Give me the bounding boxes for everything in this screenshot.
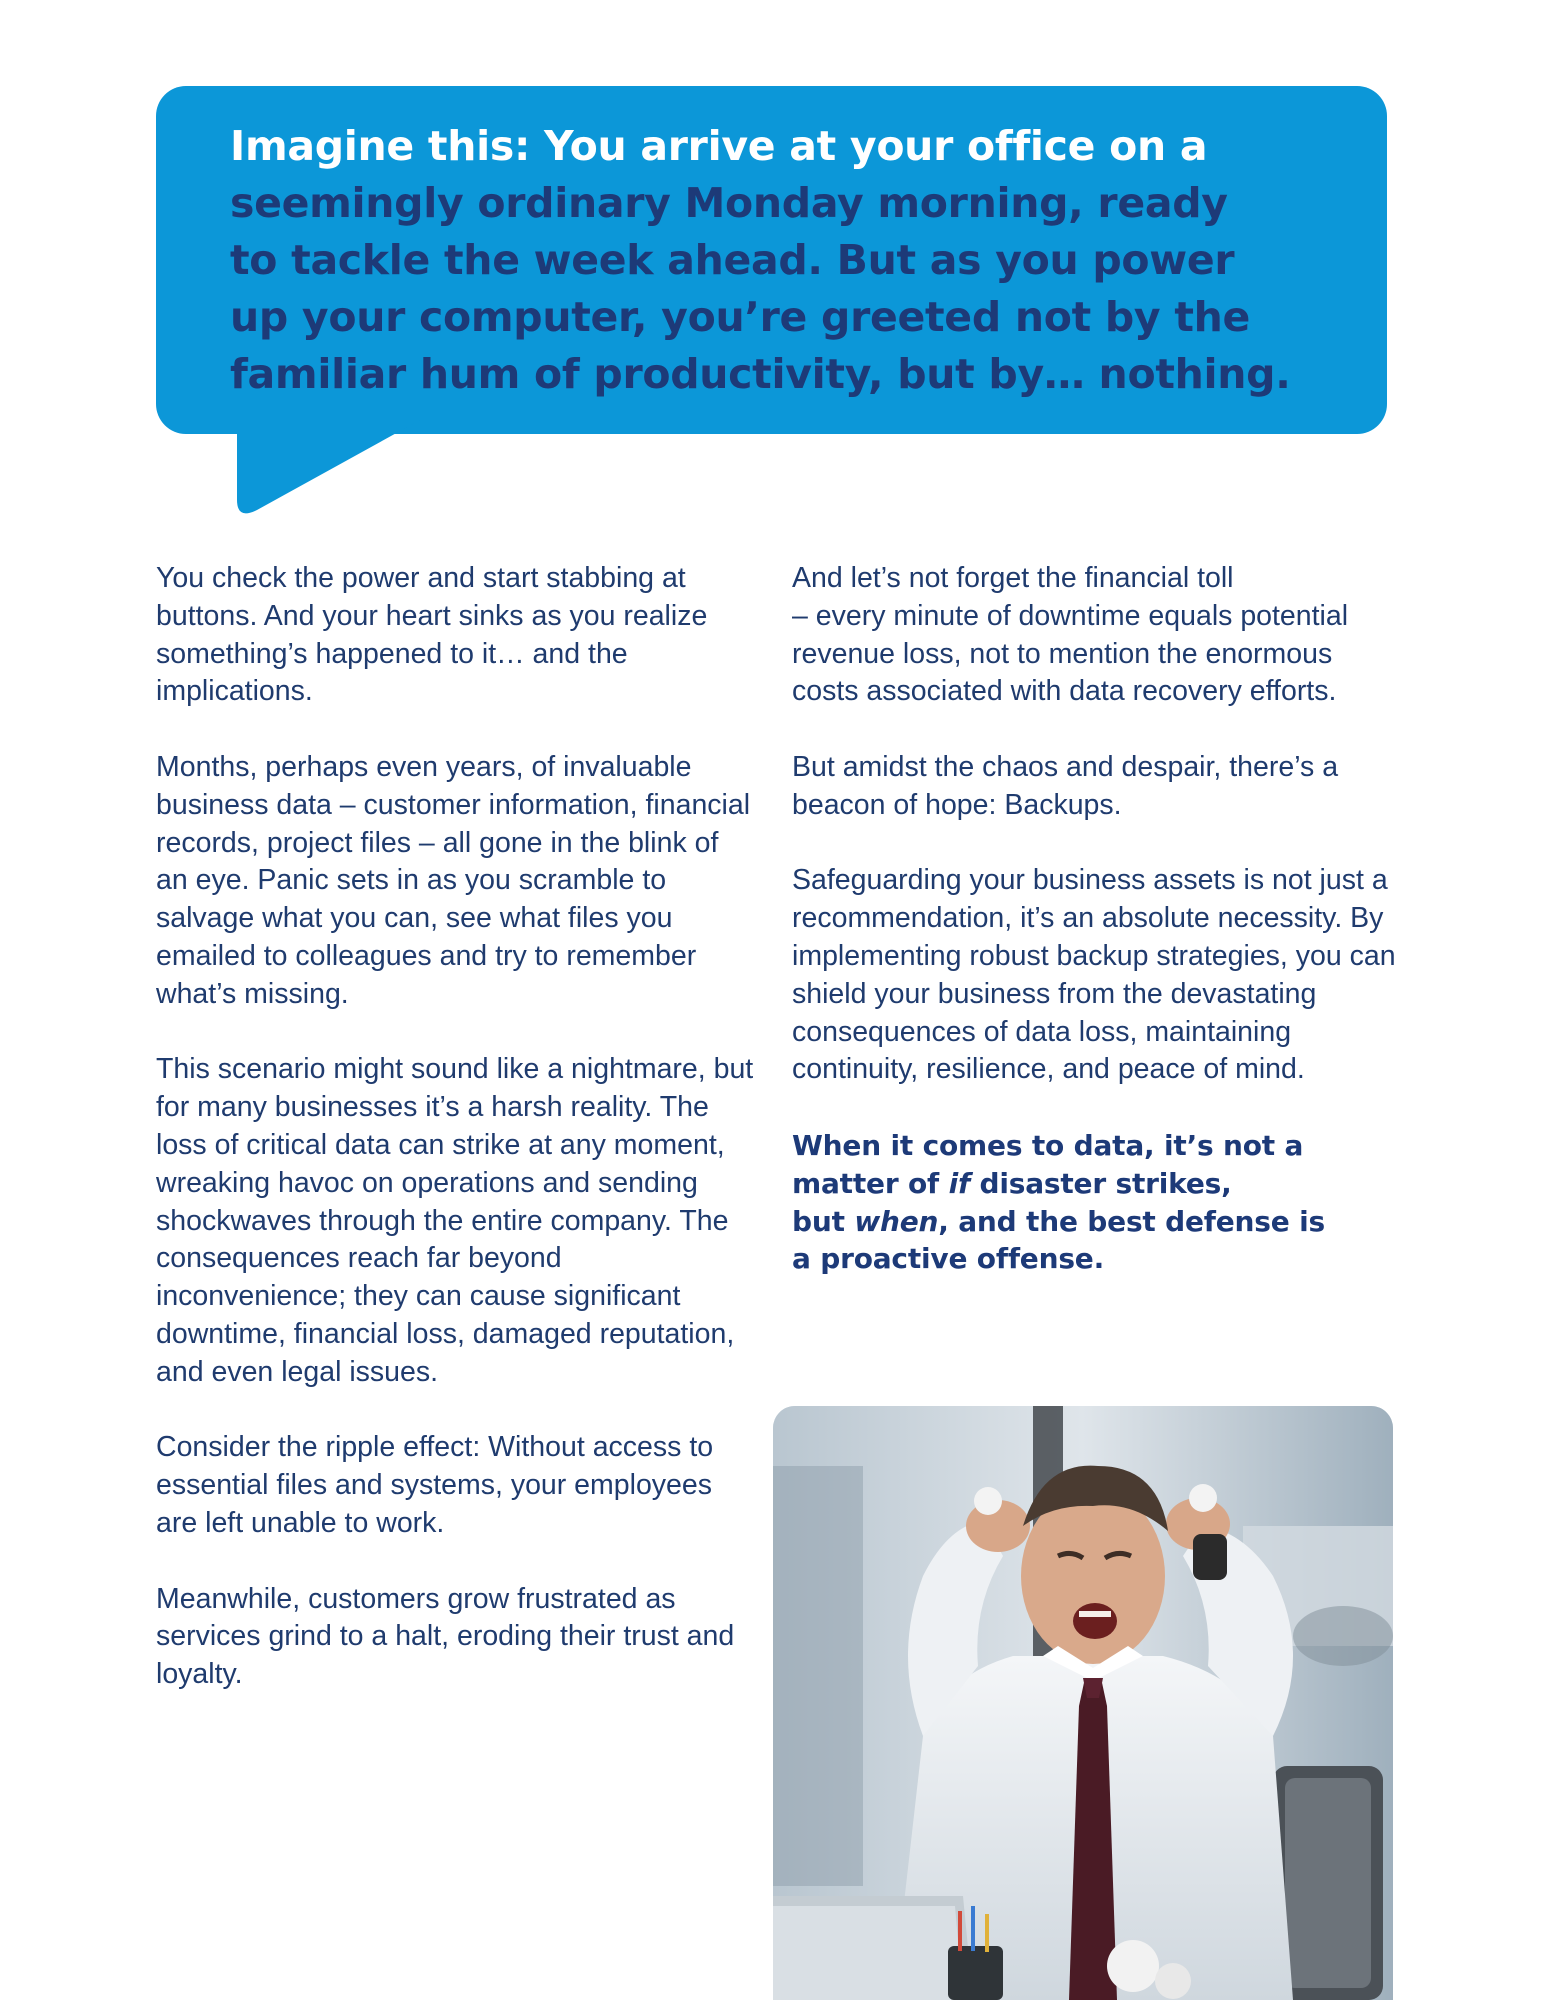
callout-part-5: a proactive offense. [792, 1242, 1105, 1276]
intro-line-1: Imagine this: You arrive at your office on a [230, 122, 1208, 170]
right-paragraph-1-rest: – every minute of downtime equals potential revenue loss, not to mention the enormous costs associated with data recovery efforts. [792, 599, 1349, 708]
frustrated-businessman-photo [773, 1406, 1393, 2000]
callout-part-4: , and the best defense is [938, 1204, 1325, 1238]
right-column [792, 560, 1397, 1278]
right-paragraph-3: Safeguarding your business assets is not just a recommendation, it’s an absolute necessity. By implementing robust backup strategies, you can shield your business from the devastating consequences of data loss, maintaining continuity, resilience, and peace of mind. [792, 864, 1396, 1086]
intro-line-4: up your computer, you’re greeted not by the [230, 293, 1251, 341]
left-paragraph-1: You check the power and start stabbing at buttons. And your heart sinks as you realize something’s happened to it… and the implications. [156, 562, 708, 708]
callout-part-2: disaster strikes, [969, 1166, 1232, 1200]
intro-line-2: seemingly ordinary Monday morning, ready [230, 179, 1228, 227]
callout-if-word: if [948, 1166, 970, 1200]
left-paragraph-2: Months, perhaps even years, of invaluable business data – customer information, financial records, project files – all gone in the blink of an eye. Panic sets in as you scramble to salvage what you can, see what files you emailed to colleagues and try to remember what’s missing. [156, 750, 751, 1010]
right-paragraph-2: But amidst the chaos and despair, there’s a beacon of hope: Backups. [792, 750, 1339, 821]
right-paragraph-1 [792, 560, 1397, 711]
right-paragraph-1-first-line: And let’s not forget the financial toll [792, 562, 1234, 594]
left-paragraph-3: This scenario might sound like a nightmare, but for many businesses it’s a harsh reality. The loss of critical data can strike at any moment, wreaking havoc on operations and sending shockwaves through the entire company. The consequences reach far beyond inconvenience; they can cause significant downtime, financial loss, damaged reputation, and even legal issues. [156, 1053, 754, 1388]
intro-callout-text [230, 118, 1350, 403]
closing-callout [792, 1127, 1397, 1278]
photo-illustration [773, 1406, 1393, 2000]
left-paragraph-5: Meanwhile, customers grow frustrated as services grind to a halt, eroding their trust and loyalty. [156, 1582, 735, 1691]
callout-when-word: when [854, 1204, 939, 1238]
intro-line-5: familiar hum of productivity, but by… nothing. [230, 350, 1291, 398]
callout-part-1: When it comes to data, it’s not a matter of [792, 1128, 1304, 1200]
callout-part-3: but [792, 1204, 855, 1238]
intro-line-3: to tackle the week ahead. But as you power [230, 236, 1235, 284]
left-column [156, 560, 756, 1732]
left-paragraph-4: Consider the ripple effect: Without access to essential files and systems, your employees are left unable to work. [156, 1431, 714, 1539]
